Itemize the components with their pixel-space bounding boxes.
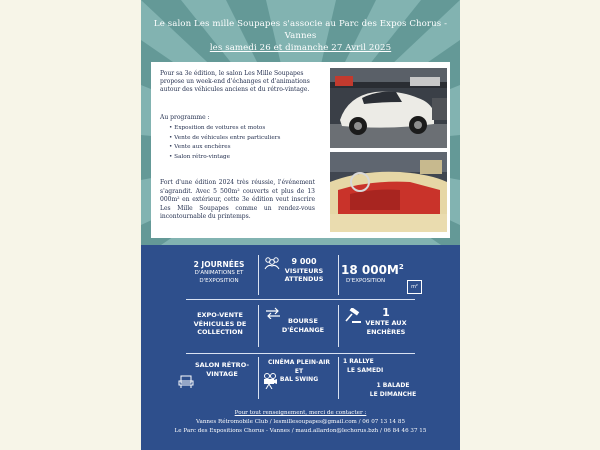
stat-visitors-label: VISITEURS ATTENDUS [284,267,324,283]
stat-rallye-line2: LE SAMEDI [347,366,384,374]
poster-title [149,18,452,54]
armchair-icon [178,375,194,389]
poster-top-section [141,0,460,245]
stat-days-label: D'ANIMATIONS ET D'EXPOSITION [194,270,244,284]
outro-text: Fort d'une édition 2024 très réussie, l'événement s'agrandit. Avec 5 500m² couverts et plus de 13 000m² en extérieur, cette 3e édition veut inscrire Les Mille Soupapes comme un rendez-vous incontournable du printemps. [160,179,315,221]
divider [186,353,415,354]
divider [338,255,339,295]
intro-text: Pour sa 3e édition, le salon Les Mille Soupapes propose un week-end d'échanges et d'animations autour des véhicules anciens et du rétro-vintage. [160,70,310,94]
stat-salon: SALON RÉTRO-VINTAGE [194,361,250,378]
stat-days-value: 2 JOURNÉES [193,260,245,269]
event-poster [141,0,460,450]
divider [338,357,339,399]
stat-cinema-line1: CINÉMA PLEIN-AIR [267,359,331,366]
stat-visitors-value: 9 000 [291,257,317,266]
photo-classic-convertible [330,152,447,232]
contact-line-2: Le Parc des Expositions Chorus - Vannes / maud.allardon@lechorus.bzh / 06 84 46 37 15 [174,428,427,434]
divider [338,305,339,347]
stat-rallye [343,358,403,375]
area-m2-icon: m² [407,280,422,294]
contact-heading: Pour tout renseignement, merci de contacter : [234,410,367,416]
program-item: • Vente de véhicules entre particuliers [169,134,280,144]
stat-bourse: BOURSE D'ÉCHANGE [281,317,325,334]
divider [258,357,259,399]
stat-auction-label: VENTE AUX ENCHÈRES [365,319,407,336]
program-heading: Au programme : [160,114,210,121]
program-item: • Exposition de voitures et motos [169,124,280,134]
contact-block [141,409,460,436]
stat-cinema-line2: ET [294,367,304,375]
title-line-2: les samedi 26 et dimanche 27 Avril 2025 [209,43,392,53]
photo-white-porsche [330,68,447,148]
stats-section [141,245,460,450]
divider [258,305,259,347]
info-card [151,62,450,238]
stat-visitors [273,257,335,283]
film-camera-icon [263,373,277,389]
stat-balade-line1: 1 BALADE [376,382,410,389]
program-item: • Vente aux enchères [169,143,280,153]
stat-area-label: D'EXPOSITION [346,278,386,284]
contact-line-1: Vannes Rétromobile Club / lesmillesoupapes@gmail.com / 06 07 13 14 85 [195,419,406,425]
auction-gavel-icon [344,308,362,324]
title-line-1: Le salon Les mille Soupapes s'associe au Parc des Expos Chorus - Vannes [153,19,448,41]
divider [186,299,415,300]
stat-area-sup: 2 [398,263,404,271]
program-item: • Salon rétro-vintage [169,153,280,163]
stat-rallye-line1: 1 RALLYE [343,358,374,365]
stat-days [183,260,255,285]
stat-balade-line2: LE DIMANCHE [369,390,417,398]
stat-cinema-line3: BAL SWING [279,376,319,383]
program-list [169,124,280,162]
divider [258,255,259,295]
stat-balade [363,382,423,399]
stat-area-value: 18 000M [341,263,399,277]
stat-expo-vente: EXPO-VENTE VÉHICULES DE COLLECTION [193,311,247,336]
stat-auction-value: 1 [382,306,390,319]
stat-auction [361,306,411,336]
